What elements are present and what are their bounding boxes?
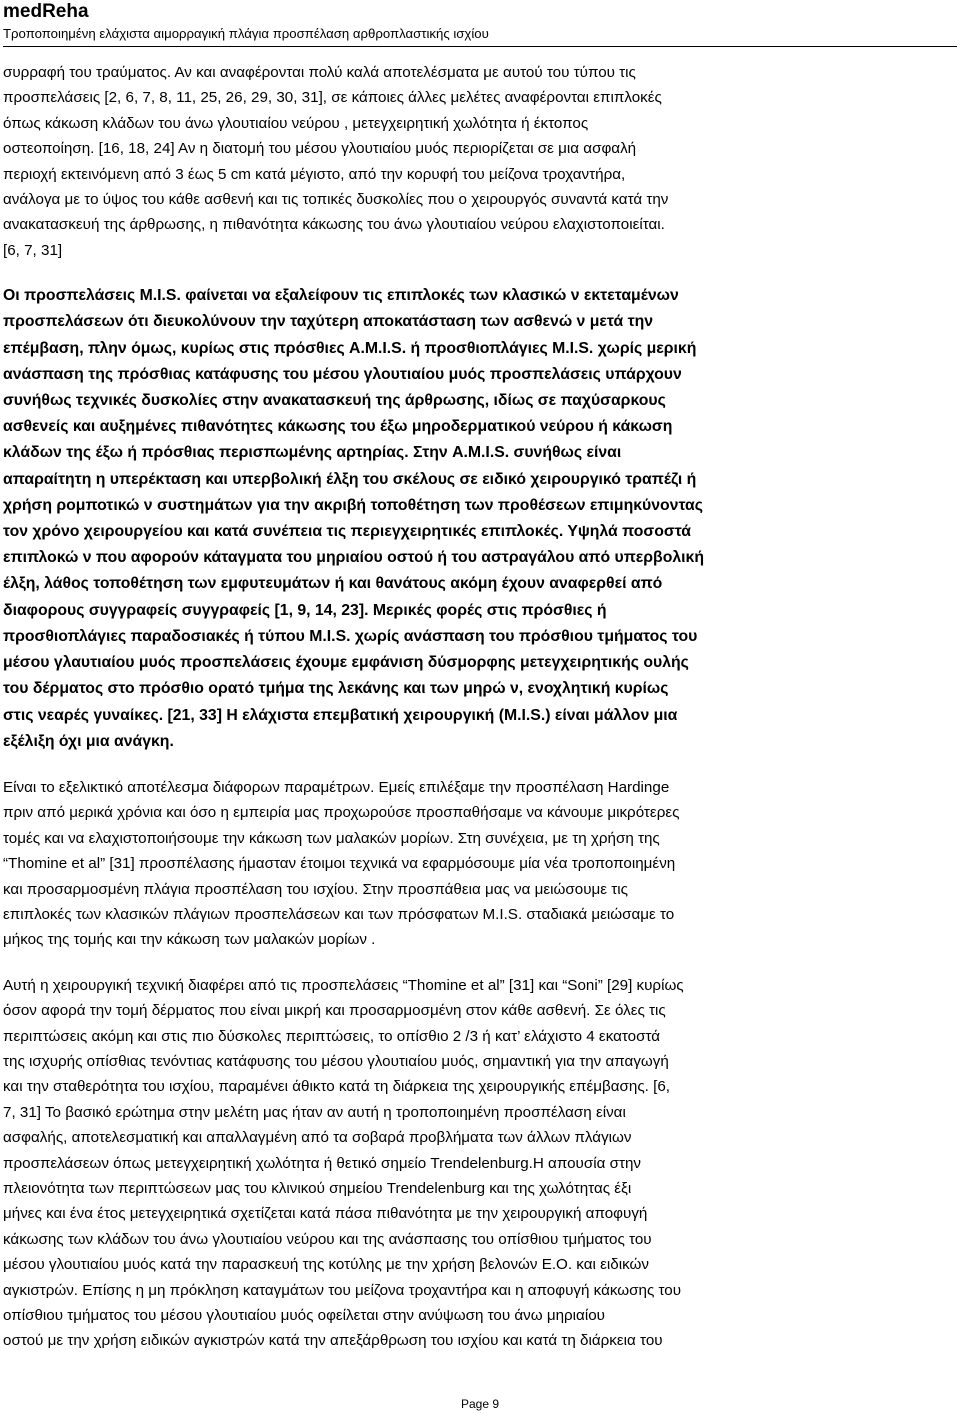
text-line: τομές και να ελαχιστοποιήσουμε την κάκωση των μαλακών μορίων. Στη συνέχεια, με τη χρήση της	[3, 829, 660, 847]
text-line: και προσαρμοσμένη πλάγια προσπέλαση του ισχίου. Στην προσπάθεια μας να μειώσουμε τις	[3, 880, 628, 898]
text-line: μέσου γλαυτιαίου μυός προσπελάσεις έχουμε εμφάνιση δύσμορφης μετεγχειρητικής ουλής	[3, 654, 689, 672]
text-line: ανάλογα με το ύψος του κάθε ασθενή και τις τοπικές δυσκολίες που ο χειρουργός συναντά κατά την	[3, 191, 669, 209]
text-line: του δέρματος στο πρόσθιο ορατό τμήμα της λεκάνης και των μηρώ ν, ενοχλητική κυρίως	[3, 680, 669, 698]
text-line: διαφορους συγγραφείς συγγραφείς [1, 9, 14, 23]. Μερικές φορές στις πρόσθιες ή	[3, 601, 607, 619]
document-body	[3, 60, 957, 1354]
text-line: έλξη, λάθος τοποθέτηση των εμφυτευμάτων ή και θανάτους ακόμη έχουν αναφερθεί από	[3, 575, 663, 593]
text-line: Οι προσπελάσεις M.I.S. φαίνεται να εξαλείφουν τις επιπλοκές των κλασικώ ν εκτεταμένων	[3, 287, 679, 305]
text-line: [6, 7, 31]	[3, 241, 63, 259]
text-line: ασφαλής, αποτελεσματική και απαλλαγμένη από τα σοβαρά προβλήματα των άλλων πλάγιων	[3, 1129, 632, 1147]
text-line: μήνες και ένα έτος μετεγχειρητικά σχετίζεται κατά πάσα πιθανότητα με την χειρουργική αποφυγή	[3, 1205, 648, 1223]
text-line: συρραφή του τραύματος. Αν και αναφέρονται πολύ καλά αποτελέσματα με αυτού του τύπου τις	[3, 64, 636, 81]
text-line: κλάδων της έξω ή πρόσθιας περισπωμένης αρτηρίας. Στην A.M.I.S. συνήθως είναι	[3, 444, 622, 462]
page-header	[3, 0, 957, 47]
text-line: Αυτή η χειρουργική τεχνική διαφέρει από τις προσπελάσεις “Thomine et al” [31] και “Soni” [29] κυρίως	[3, 976, 684, 994]
text-line: περιπτώσεις ακόμη και στις πιο δύσκολες περιπτώσεις, το οπίσθιο 2 /3 ή κατ’ ελάχιστο 4 εκατοστά	[3, 1027, 661, 1045]
text-line: επιπλοκώ ν που αφορούν κάταγματα του μηριαίου οστού ή του αστραγάλου από υπερβολική	[3, 549, 704, 567]
text-line: όσον αφορά την τομή δέρματος που είναι μικρή και προσαρμοσμένη στον κάθε ασθενή. Σε όλες τις	[3, 1002, 666, 1020]
text-line: τον χρόνο χειρουργείου και κατά συνέπεια τις περιεγχειρητικές επιπλοκές. Υψηλά ποσοστά	[3, 523, 692, 541]
text-line: πλειονότητα των περιπτώσεων μας του κλινικού σημείου Trendelenburg και της χωλότητας έξι	[3, 1180, 632, 1197]
text-line: αγκιστρών. Επίσης η μη πρόκληση καταγμάτων του μείζονα τροχαντήρα και η αποφυγή κάκωσης του	[3, 1281, 682, 1299]
text-line: επέμβαση, πλην όμως, κυρίως στις πρόσθιες A.M.I.S. ή προσθιοπλάγιες M.I.S. χωρίς μερική	[3, 339, 697, 357]
text-line: ασθενείς και αυξημένες πιθανότητες κάκωσης του έξω μηροδερματικού νεύρου ή κάκωση	[3, 418, 673, 436]
text-line: οστεοποίηση. [16, 18, 24] Αν η διατομή του μέσου γλουτιαίου μυός περιορίζεται σε μια ασφαλή	[3, 140, 637, 158]
text-line: οστού με την χρήση ειδικών αγκιστρών κατά την απεξάρθρωση του ισχίου και κατά τη διάρκεια του	[3, 1332, 663, 1350]
text-line: εξέλιξη όχι μια ανάγκη.	[3, 732, 174, 750]
text-line: προσπελάσεις [2, 6, 7, 8, 11, 25, 26, 29, 30, 31], σε κάποιες άλλες μελέτες αναφέρονται επιπλοκές	[3, 89, 662, 107]
text-line: χρήση ρομποτικώ ν συστημάτων για την ακριβή τοποθέτηση των προθέσεων επιμηκύνοντας	[3, 496, 703, 514]
text-line: προσπελάσεων ότι διευκολύνουν την ταχύτερη αποκατάσταση των ασθενώ ν μετά την	[3, 313, 654, 331]
paragraph-evolution	[3, 775, 957, 953]
text-line: όπως κάκωση κλάδων του άνω γλουτιαίου νεύρου , μετεγχειρητική χωλότητα ή έκτοπος	[3, 114, 589, 132]
text-line: πριν από μερικά χρόνια και όσο η εμπειρία μας προχωρούσε προσπαθήσαμε να κάνουμε μικρότερες	[3, 804, 680, 822]
text-line: προσπελάσεων όπως μετεγχειρητική χωλότητα ή θετικό σημείο Trendelenburg.Η απουσία στην	[3, 1154, 642, 1172]
text-line: Είναι το εξελικτικό αποτέλεσμα διάφορων παραμέτρων. Εμείς επιλέξαμε την προσπέλαση Hardinge	[3, 778, 670, 796]
text-line: οπίσθιου τμήματος του μέσου γλουτιαίου μυός οφείλεται στην ανύψωση του άνω μηριαίου	[3, 1307, 605, 1325]
text-line: στις νεαρές γυναίκες. [21, 33] Η ελάχιστα επεμβατική χειρουργική (M.I.S.) είναι μάλλον μια	[3, 706, 678, 724]
text-line: της ισχυρής οπίσθιας τενόντιας κατάφυσης του μέσου γλουτιαίου μυός, σημαντική για την απαγωγή	[3, 1052, 669, 1070]
text-line: απαραίτητη η υπερέκταση και υπερβολική έλξη του σκέλους σε ειδικό χειρουργικό τραπέζι ή	[3, 470, 697, 488]
text-line: ανακατασκευή της άρθρωσης, η πιθανότητα κάκωσης του άνω γλουτιαίου νεύρου ελαχιστοποιείται.	[3, 216, 665, 234]
text-line: συνήθως τεχνικές δυσκολίες στην ανακατασκευή της άρθρωσης, ιδίως σε παχύσαρκους	[3, 392, 666, 410]
page-number: Page 9	[460, 1397, 500, 1411]
paragraph-mis-approaches	[3, 283, 957, 755]
document-subtitle: Τροποποιημένη ελάχιστα αιμορραγική πλάγια προσπέλαση αρθροπλαστικής ισχίου	[3, 26, 489, 41]
text-line: μήκος της τομής και την κάκωση των μαλακών μορίων .	[3, 931, 376, 949]
paragraph-complications	[3, 60, 957, 263]
text-line: προσθιοπλάγιες παραδοσιακές ή τύπου M.I.S. χωρίς ανάσπαση του πρόσθιου τμήματος του	[3, 627, 698, 645]
text-line: μέσου γλουτιαίου μυός κατά την παρασκευή της κοτύλης με την χρήση βελονών Ε.Ο. και ειδικών	[3, 1256, 649, 1274]
text-line: επιπλοκές των κλασικών πλάγιων προσπελάσεων και των πρόσφατων M.I.S. σταδιακά μειώσαμε το	[3, 905, 675, 923]
text-line: 7, 31] Το βασικό ερώτημα στην μελέτη μας ήταν αν αυτή η τροποποιημένη προσπέλαση είναι	[3, 1103, 626, 1121]
text-line: κάκωσης των κλάδων του άνω γλουτιαίου νεύρου και της ανάσπασης του οπίσθιου τμήματος του	[3, 1230, 652, 1248]
text-line: και την σταθερότητα του ισχίου, παραμένει άθικτο κατά τη διάρκεια της χειρουργικής επέμβασης. [6,	[3, 1078, 670, 1096]
text-line: ανάσπαση της πρόσθιας κατάφυσης του μέσου γλουτιαίου μυός προσπελάσεις υπάρχουν	[3, 365, 682, 383]
text-line: “Thomine et al” [31] προσπέλασης ήμασταν έτοιμοι τεχνικά να εφαρμόσουμε μία νέα τροποποιημένη	[3, 855, 676, 873]
text-line: περιοχή εκτεινόμενη από 3 έως 5 cm κατά μέγιστο, από την κορυφή του μείζονα τροχαντήρα,	[3, 165, 626, 183]
brand-title: medReha	[3, 1, 89, 22]
paragraph-technique	[3, 973, 957, 1354]
